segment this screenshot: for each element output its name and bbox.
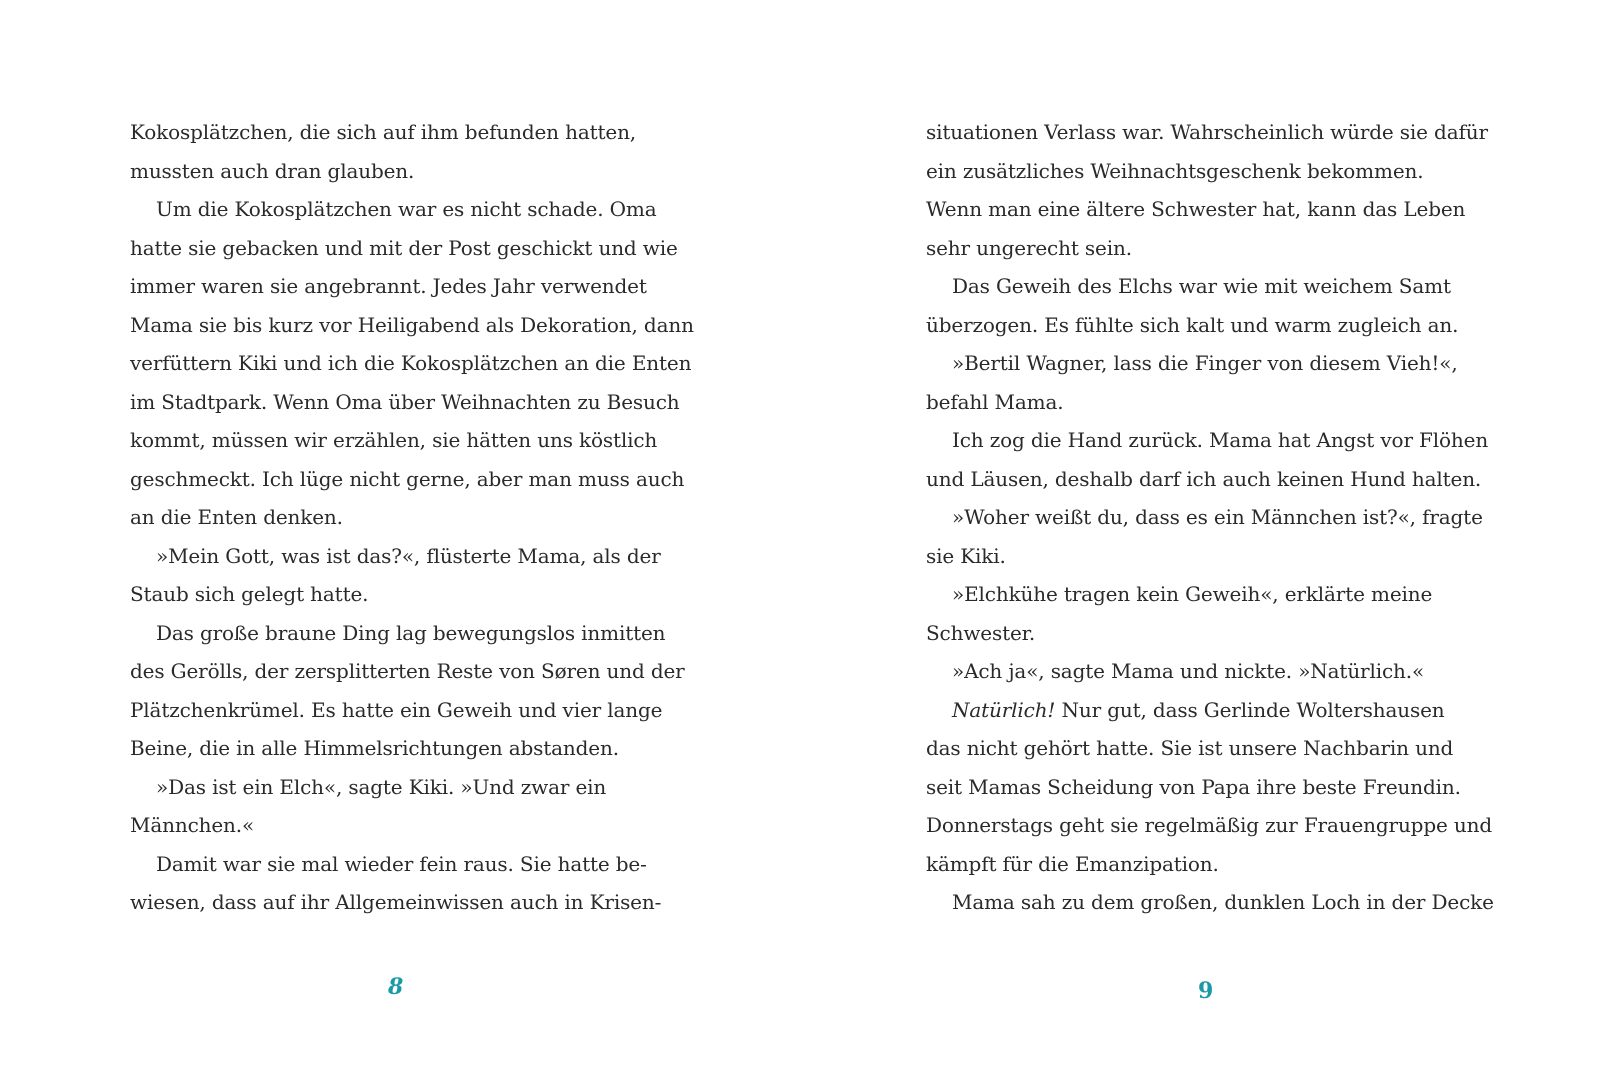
text-line: im Stadtpark. Wenn Oma über Weihnachten zu Besuch	[130, 389, 680, 414]
text-line: überzogen. Es fühlte sich kalt und warm zugleich an.	[926, 312, 1459, 337]
text-line: geschmeckt. Ich lüge nicht gerne, aber man muss auch	[130, 466, 685, 491]
text-line: situationen Verlass war. Wahrscheinlich würde sie dafür	[926, 120, 1488, 144]
text-line: »Mein Gott, was ist das?«, flüsterte Mama, als der	[156, 543, 661, 568]
text-line	[926, 691, 1486, 730]
text-line: sehr ungerecht sein.	[926, 235, 1132, 260]
text-line: Schwester.	[926, 620, 1036, 645]
text-line: Das große braune Ding lag bewegungslos inmitten	[156, 620, 666, 645]
left-page	[130, 113, 694, 922]
text-line: Beine, die in alle Himmelsrichtungen abstanden.	[130, 736, 619, 760]
text-line: hatte sie gebacken und mit der Post geschickt und wie	[130, 235, 678, 260]
text-line: seit Mamas Scheidung von Papa ihre beste Freundin.	[926, 774, 1461, 799]
text-line: und Läusen, deshalb darf ich auch keinen Hund halten.	[926, 466, 1482, 491]
text-line: mussten auch dran glauben.	[130, 158, 415, 183]
text-line: Kokosplätzchen, die sich auf ihm befunden hatten,	[130, 120, 637, 144]
text-line: Um die Kokosplätzchen war es nicht schade. Oma	[156, 197, 657, 221]
text-line: wiesen, dass auf ihr Allgemeinwissen auch in Krisen-	[130, 890, 662, 914]
text-line: Das Geweih des Elchs war wie mit weichem Samt	[952, 274, 1451, 298]
text-line: kommt, müssen wir erzählen, sie hätten uns köstlich	[130, 428, 658, 452]
text-line: Mama sie bis kurz vor Heiligabend als Dekoration, dann	[130, 312, 694, 337]
text-line: des Gerölls, der zersplitterten Reste von Søren und der	[130, 659, 685, 683]
text-line: sie Kiki.	[926, 543, 1006, 568]
text-line: Männchen.«	[130, 813, 255, 837]
text-line: »Bertil Wagner, lass die Finger von diesem Vieh!«,	[952, 351, 1458, 375]
text-line: Damit war sie mal wieder fein raus. Sie hatte be-	[156, 851, 647, 876]
text-line: Staub sich gelegt hatte.	[130, 582, 369, 606]
line-text: Nur gut, dass Gerlinde Woltershausen	[1061, 697, 1445, 722]
text-line: Ich zog die Hand zurück. Mama hat Angst vor Flöhen	[952, 428, 1489, 452]
text-line: ein zusätzliches Weihnachtsgeschenk bekommen.	[926, 158, 1424, 183]
text-line: »Ach ja«, sagte Mama und nickte. »Natürlich.«	[952, 659, 1425, 683]
text-line: Plätzchenkrümel. Es hatte ein Geweih und vier lange	[130, 697, 663, 722]
text-line: »Das ist ein Elch«, sagte Kiki. »Und zwar ein	[156, 774, 607, 799]
text-line: an die Enten denken.	[130, 505, 343, 529]
text-line: befahl Mama.	[926, 389, 1064, 414]
text-line: das nicht gehört hatte. Sie ist unsere Nachbarin und	[926, 736, 1454, 760]
italic-emphasis: Natürlich!	[952, 697, 1056, 722]
page-number-left: 8	[388, 974, 404, 1000]
text-line: »Woher weißt du, dass es ein Männchen ist?«, fragte	[952, 505, 1483, 529]
text-line: Donnerstags geht sie regelmäßig zur Frauengruppe und	[926, 813, 1492, 837]
text-line: Wenn man eine ältere Schwester hat, kann das Leben	[926, 197, 1466, 221]
text-line: verfüttern Kiki und ich die Kokosplätzchen an die Enten	[130, 351, 692, 375]
page-number-right: 9	[1198, 978, 1214, 1004]
right-page	[926, 113, 1494, 922]
text-line: Mama sah zu dem großen, dunklen Loch in der Decke	[952, 890, 1494, 914]
text-line: immer waren sie angebrannt. Jedes Jahr verwendet	[130, 274, 647, 298]
text-line: »Elchkühe tragen kein Geweih«, erklärte meine	[952, 582, 1433, 606]
text-line: kämpft für die Emanzipation.	[926, 851, 1219, 876]
